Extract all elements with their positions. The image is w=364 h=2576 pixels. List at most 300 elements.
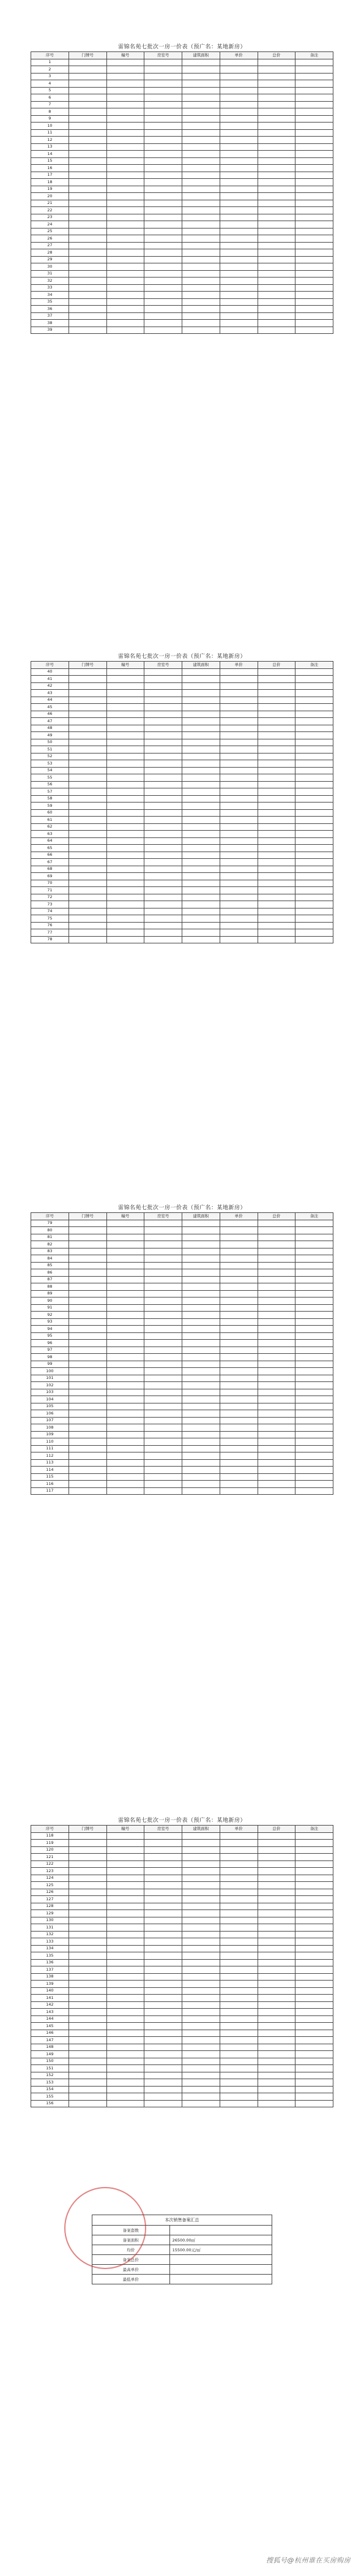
table-cell — [69, 1938, 106, 1946]
table-cell — [295, 2044, 333, 2051]
table-cell — [69, 278, 106, 285]
table-cell — [106, 915, 144, 923]
table-cell — [182, 165, 220, 172]
table-cell — [220, 2009, 258, 2016]
table-cell — [106, 179, 144, 186]
table-cell — [69, 1875, 106, 1882]
table-cell — [69, 1945, 106, 1952]
table-cell: 120 — [31, 1846, 69, 1854]
table-cell: 109 — [31, 1431, 69, 1438]
table-cell — [258, 901, 295, 908]
table-cell — [144, 1981, 182, 1988]
table-cell — [182, 1290, 220, 1297]
table-row — [31, 1276, 333, 1283]
table-cell — [295, 668, 333, 676]
table-cell — [220, 922, 258, 929]
table-cell — [144, 852, 182, 859]
table-row — [31, 760, 333, 768]
table-cell — [220, 193, 258, 200]
table-cell — [220, 1467, 258, 1474]
table-cell — [220, 774, 258, 782]
table-cell — [106, 1467, 144, 1474]
table-cell — [144, 690, 182, 697]
table-cell — [258, 1931, 295, 1938]
table-cell: 45 — [31, 704, 69, 711]
table-cell — [106, 803, 144, 810]
table-cell — [258, 1896, 295, 1903]
table-cell — [220, 2079, 258, 2087]
table-cell: 80 — [31, 1227, 69, 1234]
table-cell — [182, 193, 220, 200]
table-cell — [220, 1417, 258, 1424]
table-cell — [258, 1959, 295, 1966]
table-cell — [295, 1959, 333, 1966]
table-cell: 144 — [31, 2015, 69, 2023]
table-cell — [144, 1882, 182, 1889]
table-cell — [182, 690, 220, 697]
table-row — [31, 823, 333, 831]
table-row — [31, 228, 333, 235]
table-cell — [258, 108, 295, 116]
table-cell — [182, 221, 220, 229]
table-cell: 61 — [31, 817, 69, 824]
table-cell — [106, 1297, 144, 1305]
page-title: 雷锦名苑七批次一房一价表（预广名：某地新房） — [117, 654, 246, 660]
table-cell — [106, 235, 144, 243]
table-cell — [295, 1410, 333, 1418]
table-cell — [144, 2009, 182, 2016]
table-row — [31, 1417, 333, 1424]
table-cell — [106, 697, 144, 704]
table-cell — [295, 873, 333, 880]
table-cell — [182, 1312, 220, 1319]
table-row — [31, 263, 333, 271]
table-cell — [106, 193, 144, 200]
table-cell — [295, 676, 333, 683]
column-header: 序号 — [31, 662, 69, 669]
table-cell — [258, 1304, 295, 1312]
table-cell — [220, 256, 258, 263]
table-row — [31, 1403, 333, 1410]
table-cell — [295, 831, 333, 838]
table-cell — [258, 1297, 295, 1305]
table-cell — [295, 887, 333, 894]
table-cell — [220, 1981, 258, 1988]
price-table-page — [31, 1204, 333, 1495]
table-cell — [258, 1910, 295, 1917]
table-cell — [144, 1347, 182, 1354]
table-cell — [144, 320, 182, 327]
table-cell — [106, 1276, 144, 1283]
table-cell — [258, 697, 295, 704]
table-cell — [295, 1361, 333, 1368]
table-row — [31, 866, 333, 873]
table-cell — [144, 1220, 182, 1227]
table-cell — [182, 1354, 220, 1361]
table-cell — [106, 73, 144, 80]
table-cell — [295, 1966, 333, 1974]
table-cell — [258, 292, 295, 299]
table-cell — [106, 746, 144, 754]
table-cell — [144, 682, 182, 690]
table-cell — [295, 73, 333, 80]
table-row — [31, 298, 333, 306]
table-cell — [69, 157, 106, 165]
table-row — [31, 1382, 333, 1389]
table-cell — [106, 1995, 144, 2002]
table-cell — [69, 1262, 106, 1269]
table-cell — [220, 1487, 258, 1495]
table-cell: 63 — [31, 831, 69, 838]
column-header: 序号 — [31, 52, 69, 59]
table-cell — [295, 2015, 333, 2023]
summary-key: 备案套数 — [92, 2226, 170, 2235]
table-cell — [69, 1297, 106, 1305]
table-cell — [258, 235, 295, 243]
table-cell — [144, 1382, 182, 1389]
table-cell — [182, 2030, 220, 2037]
table-cell — [220, 1832, 258, 1840]
table-cell: 40 — [31, 668, 69, 676]
table-cell — [69, 760, 106, 768]
table-row — [31, 753, 333, 760]
table-cell — [144, 697, 182, 704]
table-cell: 136 — [31, 1959, 69, 1966]
table-row — [31, 193, 333, 200]
table-cell — [144, 1973, 182, 1981]
table-cell — [69, 151, 106, 158]
table-cell — [144, 1410, 182, 1418]
table-cell — [258, 1445, 295, 1452]
table-cell — [220, 859, 258, 866]
table-cell — [69, 59, 106, 66]
table-cell — [295, 87, 333, 94]
table-cell — [258, 228, 295, 235]
table-cell — [258, 186, 295, 193]
table-cell — [258, 1840, 295, 1847]
column-header: 单价 — [220, 52, 258, 59]
table-cell — [144, 151, 182, 158]
table-cell — [295, 1389, 333, 1396]
table-cell — [295, 880, 333, 887]
table-cell — [258, 1903, 295, 1910]
column-header: 建筑面积 — [182, 52, 220, 59]
table-cell — [258, 803, 295, 810]
table-cell — [69, 690, 106, 697]
table-row — [31, 2015, 333, 2023]
table-row — [31, 1340, 333, 1347]
table-cell — [144, 873, 182, 880]
table-cell: 150 — [31, 2058, 69, 2065]
table-cell — [69, 803, 106, 810]
table-cell — [106, 1966, 144, 1974]
table-cell: 134 — [31, 1945, 69, 1952]
table-cell — [182, 1283, 220, 1291]
table-cell — [69, 668, 106, 676]
table-cell: 23 — [31, 214, 69, 221]
table-cell — [258, 866, 295, 873]
price-table-page — [31, 652, 333, 943]
table-cell: 151 — [31, 2065, 69, 2072]
table-cell — [295, 1424, 333, 1432]
table-cell — [106, 774, 144, 782]
table-cell — [295, 123, 333, 130]
table-cell — [258, 1424, 295, 1432]
table-cell — [182, 59, 220, 66]
table-cell — [144, 1966, 182, 1974]
table-cell — [69, 1481, 106, 1488]
table-cell — [69, 873, 106, 880]
table-cell: 51 — [31, 746, 69, 754]
table-cell — [69, 2051, 106, 2058]
table-cell — [69, 1424, 106, 1432]
table-cell — [295, 1459, 333, 1467]
column-header: 序号 — [31, 1213, 69, 1220]
table-cell — [220, 1361, 258, 1368]
table-cell — [258, 668, 295, 676]
table-cell — [144, 1403, 182, 1410]
table-cell — [220, 753, 258, 760]
table-cell — [295, 101, 333, 108]
table-cell: 43 — [31, 690, 69, 697]
column-header: 房室号 — [144, 52, 182, 59]
column-header: 备注 — [295, 1213, 333, 1220]
table-cell — [295, 312, 333, 320]
table-cell — [258, 887, 295, 894]
table-cell — [258, 2044, 295, 2051]
table-cell — [106, 880, 144, 887]
column-header: 总价 — [258, 1826, 295, 1833]
table-cell — [106, 143, 144, 151]
table-cell — [69, 1361, 106, 1368]
table-cell — [220, 1255, 258, 1263]
table-cell — [220, 781, 258, 788]
table-cell — [106, 1410, 144, 1418]
table-cell — [69, 1340, 106, 1347]
table-cell — [69, 1410, 106, 1418]
table-row — [31, 697, 333, 704]
table-cell — [106, 1459, 144, 1467]
table-cell — [144, 781, 182, 788]
table-row — [31, 101, 333, 108]
table-cell — [182, 1487, 220, 1495]
table-cell — [258, 1924, 295, 1932]
table-cell: 122 — [31, 1860, 69, 1868]
table-cell — [144, 1326, 182, 1333]
table-cell — [144, 1241, 182, 1248]
table-cell — [220, 880, 258, 887]
table-row — [31, 1452, 333, 1460]
table-row — [31, 1938, 333, 1946]
table-cell — [144, 59, 182, 66]
table-cell: 32 — [31, 278, 69, 285]
table-cell — [69, 123, 106, 130]
table-cell — [144, 788, 182, 796]
table-cell — [295, 298, 333, 306]
table-cell — [220, 1910, 258, 1917]
table-cell — [258, 1269, 295, 1277]
table-cell — [220, 1882, 258, 1889]
table-cell — [220, 66, 258, 74]
table-cell — [69, 725, 106, 732]
table-cell — [258, 1318, 295, 1326]
table-cell — [69, 108, 106, 116]
table-cell — [258, 179, 295, 186]
table-row — [31, 2058, 333, 2065]
table-cell — [182, 795, 220, 803]
table-cell — [295, 936, 333, 943]
table-cell: 38 — [31, 320, 69, 327]
table-row — [31, 1903, 333, 1910]
table-cell — [220, 1973, 258, 1981]
table-cell: 99 — [31, 1361, 69, 1368]
table-cell — [295, 1875, 333, 1882]
table-cell — [69, 80, 106, 88]
table-cell — [182, 284, 220, 292]
table-cell — [144, 1234, 182, 1241]
table-cell — [220, 732, 258, 739]
table-cell — [220, 760, 258, 768]
table-cell — [258, 711, 295, 718]
table-row — [31, 1931, 333, 1938]
table-cell — [182, 859, 220, 866]
table-cell — [182, 873, 220, 880]
summary-row — [92, 2275, 272, 2284]
table-cell — [144, 725, 182, 732]
table-cell: 148 — [31, 2044, 69, 2051]
table-cell: 126 — [31, 1889, 69, 1896]
table-cell — [69, 894, 106, 901]
table-cell — [69, 1326, 106, 1333]
table-row — [31, 1889, 333, 1896]
table-cell — [144, 1917, 182, 1924]
table-cell: 48 — [31, 725, 69, 732]
table-row — [31, 165, 333, 172]
table-cell — [295, 929, 333, 937]
table-cell — [69, 2009, 106, 2016]
table-cell — [258, 1875, 295, 1882]
table-cell — [69, 94, 106, 102]
table-cell — [295, 228, 333, 235]
table-cell — [220, 1332, 258, 1340]
table-cell — [106, 1903, 144, 1910]
table-row — [31, 1973, 333, 1981]
table-cell — [220, 1276, 258, 1283]
column-header: 幢号 — [106, 1213, 144, 1220]
table-row — [31, 137, 333, 144]
table-cell — [182, 1931, 220, 1938]
table-cell — [144, 880, 182, 887]
table-row — [31, 87, 333, 94]
table-cell — [182, 739, 220, 746]
table-cell — [106, 1868, 144, 1875]
table-cell — [106, 87, 144, 94]
table-cell — [182, 172, 220, 179]
table-cell — [220, 746, 258, 754]
table-cell — [106, 1375, 144, 1382]
table-row — [31, 880, 333, 887]
table-row — [31, 1241, 333, 1248]
table-cell — [106, 1487, 144, 1495]
table-cell — [220, 908, 258, 915]
table-cell — [258, 1389, 295, 1396]
table-cell — [258, 1846, 295, 1854]
table-cell — [220, 87, 258, 94]
table-cell — [258, 725, 295, 732]
table-cell — [144, 1354, 182, 1361]
table-cell — [295, 221, 333, 229]
table-cell — [182, 1938, 220, 1946]
table-cell — [295, 2086, 333, 2093]
table-cell — [258, 767, 295, 774]
table-cell: 112 — [31, 1452, 69, 1460]
table-row — [31, 2065, 333, 2072]
table-cell — [144, 746, 182, 754]
table-cell — [295, 256, 333, 263]
table-row — [31, 1262, 333, 1269]
table-cell — [220, 2072, 258, 2079]
table-cell — [144, 263, 182, 271]
table-cell — [69, 1269, 106, 1277]
table-cell — [295, 1467, 333, 1474]
table-cell — [182, 1227, 220, 1234]
table-row — [31, 115, 333, 123]
table-cell — [182, 1276, 220, 1283]
table-row — [31, 1269, 333, 1277]
table-cell — [220, 228, 258, 235]
table-cell: 90 — [31, 1297, 69, 1305]
table-cell — [106, 1417, 144, 1424]
table-cell — [258, 101, 295, 108]
table-cell — [220, 1326, 258, 1333]
table-cell — [258, 1326, 295, 1333]
table-cell — [258, 207, 295, 214]
table-cell — [144, 1487, 182, 1495]
table-cell — [69, 1347, 106, 1354]
table-cell — [144, 1248, 182, 1255]
table-cell — [220, 1318, 258, 1326]
table-cell — [295, 739, 333, 746]
table-cell — [258, 760, 295, 768]
table-cell — [106, 2065, 144, 2072]
table-cell — [258, 2023, 295, 2030]
table-cell — [144, 823, 182, 831]
table-row — [31, 1304, 333, 1312]
table-cell — [144, 123, 182, 130]
summary-key: 备案总价 — [92, 2255, 170, 2265]
table-cell — [220, 788, 258, 796]
table-cell — [106, 1924, 144, 1932]
table-cell — [220, 298, 258, 306]
table-cell: 81 — [31, 1234, 69, 1241]
column-header: 单价 — [220, 662, 258, 669]
table-cell — [258, 2058, 295, 2065]
table-cell — [69, 866, 106, 873]
table-cell — [182, 894, 220, 901]
table-cell — [295, 2079, 333, 2087]
table-cell — [182, 1297, 220, 1305]
table-cell — [295, 242, 333, 249]
table-cell — [182, 1424, 220, 1432]
column-header: 建筑面积 — [182, 662, 220, 669]
table-cell — [144, 711, 182, 718]
table-cell — [144, 908, 182, 915]
table-cell — [106, 1262, 144, 1269]
table-cell: 75 — [31, 915, 69, 923]
table-row — [31, 817, 333, 824]
table-row — [31, 915, 333, 923]
table-cell — [258, 1354, 295, 1361]
